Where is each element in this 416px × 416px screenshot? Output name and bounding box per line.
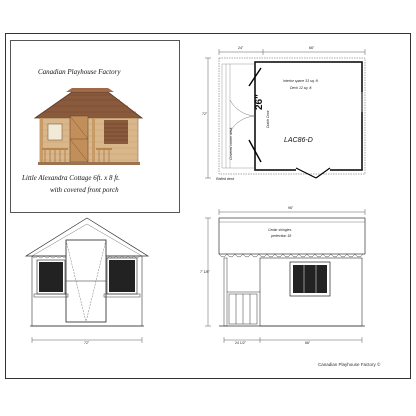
brand-title: Canadian Playhouse Factory	[38, 68, 121, 76]
product-caption-line1: Little Alexandra Cottage 6ft. x 8 ft.	[22, 174, 120, 182]
plan-corner-rail: Covered corner deck	[229, 127, 233, 160]
side-note-line2: perfection 18	[271, 234, 292, 238]
plan-rafter-note: Railed deck	[216, 177, 235, 181]
side-dim-top: 96"	[288, 206, 294, 210]
plan-interior-space: Interior space 33 sq. ft.	[283, 79, 319, 83]
plan-dutch-door-number: 26"	[254, 94, 265, 110]
plan-deck-area: Deck 12 sq. ft.	[290, 86, 313, 90]
side-dim-bottom-left: 24 1/2"	[235, 341, 246, 345]
plan-dim-top-right: 66"	[309, 46, 315, 50]
plan-model-number: LAC86-D	[284, 137, 313, 144]
plan-dutch-door-label: Dutch Door	[266, 110, 270, 128]
side-dim-left: 7' 1/8"	[200, 270, 210, 274]
copyright-footer: Canadian Playhouse Factory ©	[318, 362, 381, 367]
product-caption-line2: with covered front porch	[50, 186, 119, 194]
side-note-line1: Cedar shingles	[268, 228, 292, 232]
front-dim-bottom: 72"	[84, 341, 90, 345]
side-dim-bottom-right: 66"	[305, 341, 311, 345]
plan-dim-left: 72"	[202, 112, 208, 116]
plan-dim-top-left: 24"	[238, 46, 244, 50]
